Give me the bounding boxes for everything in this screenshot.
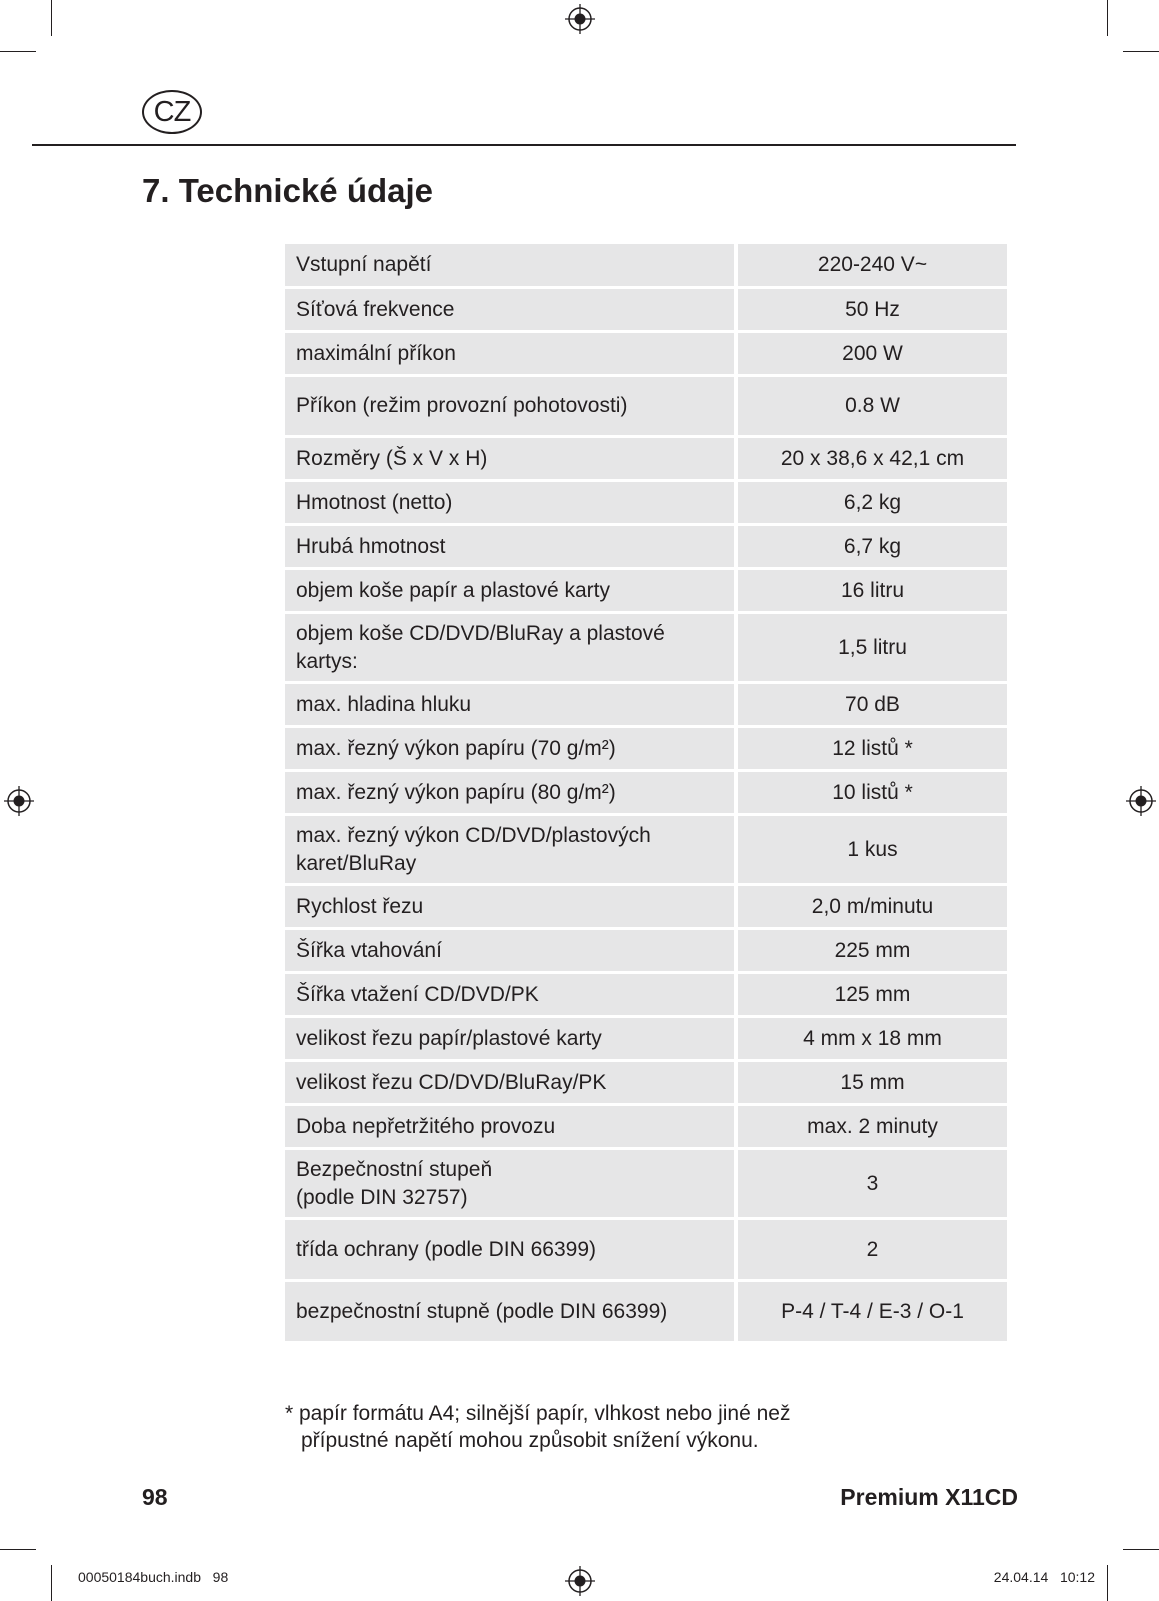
spec-value: 2,0 m/minutu [738, 886, 1007, 927]
table-row [285, 772, 1007, 813]
spec-value: 16 litru [738, 570, 1007, 611]
spec-value: 10 listů * [738, 772, 1007, 813]
table-row [285, 1018, 1007, 1059]
spec-label: objem koše CD/DVD/BluRay a plastové kartys: [285, 614, 734, 681]
spec-value: 50 Hz [738, 289, 1007, 330]
print-slug-file: 00050184buch.indb 98 [78, 1569, 229, 1585]
registration-mark-icon [565, 4, 595, 34]
spec-value: max. 2 minuty [738, 1106, 1007, 1147]
specs-table [281, 241, 1011, 1344]
spec-value: 225 mm [738, 930, 1007, 971]
spec-label: Šířka vtahování [285, 930, 734, 971]
print-slug-date: 24.04.14 10:12 [993, 1569, 1095, 1585]
table-row [285, 728, 1007, 769]
spec-value: 1 kus [738, 816, 1007, 883]
table-row [285, 1220, 1007, 1279]
spec-label: velikost řezu papír/plastové karty [285, 1018, 734, 1059]
spec-label: objem koše papír a plastové karty [285, 570, 734, 611]
spec-label [285, 1150, 734, 1217]
spec-value: 2 [738, 1220, 1007, 1279]
spec-value: 6,7 kg [738, 526, 1007, 567]
spec-label: velikost řezu CD/DVD/BluRay/PK [285, 1062, 734, 1103]
table-row [285, 1062, 1007, 1103]
spec-label: Rozměry (Š x V x H) [285, 438, 734, 479]
registration-mark-icon [1126, 786, 1156, 816]
spec-value: 1,5 litru [738, 614, 1007, 681]
spec-value: 4 mm x 18 mm [738, 1018, 1007, 1059]
table-row [285, 886, 1007, 927]
table-row [285, 614, 1007, 681]
spec-value: 70 dB [738, 684, 1007, 725]
footnote-line2: přípustné napětí mohou způsobit snížení výkonu. [301, 1429, 759, 1452]
spec-label: Rychlost řezu [285, 886, 734, 927]
crop-mark [51, 0, 52, 36]
spec-label: max. řezný výkon papíru (80 g/m²) [285, 772, 734, 813]
table-row [285, 333, 1007, 374]
spec-value: 220-240 V~ [738, 244, 1007, 286]
table-row [285, 974, 1007, 1015]
spec-label: maximální příkon [285, 333, 734, 374]
crop-mark [1123, 1549, 1159, 1550]
registration-mark-icon [565, 1566, 595, 1596]
spec-label: Hrubá hmotnost [285, 526, 734, 567]
spec-label: Šířka vtažení CD/DVD/PK [285, 974, 734, 1015]
language-badge: CZ [142, 90, 202, 134]
table-row [285, 930, 1007, 971]
spec-label: bezpečnostní stupně (podle DIN 66399) [285, 1282, 734, 1341]
table-row [285, 438, 1007, 479]
table-row [285, 1150, 1007, 1217]
spec-label-line2: (podle DIN 32757) [296, 1185, 468, 1209]
table-row [285, 1282, 1007, 1341]
spec-value: 12 listů * [738, 728, 1007, 769]
table-row [285, 289, 1007, 330]
spec-label: třída ochrany (podle DIN 66399) [285, 1220, 734, 1279]
spec-label: Vstupní napětí [285, 244, 734, 286]
registration-mark-icon [4, 786, 34, 816]
spec-value: 15 mm [738, 1062, 1007, 1103]
spec-value: 3 [738, 1150, 1007, 1217]
spec-label-line1: Bezpečnostní stupeň [296, 1157, 493, 1181]
footnote [285, 1400, 885, 1454]
spec-label: max. řezný výkon CD/DVD/plastových karet/BluRay [285, 816, 734, 883]
crop-mark [1107, 1565, 1108, 1601]
table-row [285, 684, 1007, 725]
table-row [285, 244, 1007, 286]
spec-value: 0.8 W [738, 377, 1007, 435]
table-row [285, 816, 1007, 883]
spec-label: Doba nepřetržitého provozu [285, 1106, 734, 1147]
footnote-line1: * papír formátu A4; silnější papír, vlhkost nebo jiné než [285, 1402, 791, 1425]
spec-value: 125 mm [738, 974, 1007, 1015]
spec-value: 20 x 38,6 x 42,1 cm [738, 438, 1007, 479]
spec-label: Hmotnost (netto) [285, 482, 734, 523]
crop-mark [1123, 51, 1159, 52]
product-name: Premium X11CD [840, 1484, 1018, 1510]
crop-mark [51, 1565, 52, 1601]
table-row [285, 1106, 1007, 1147]
header-divider [32, 144, 1016, 146]
page-number: 98 [142, 1484, 168, 1510]
table-row [285, 570, 1007, 611]
spec-label: max. řezný výkon papíru (70 g/m²) [285, 728, 734, 769]
crop-mark [0, 1549, 36, 1550]
table-row [285, 482, 1007, 523]
crop-mark [1107, 0, 1108, 36]
spec-label: Příkon (režim provozní pohotovosti) [285, 377, 734, 435]
section-title: 7. Technické údaje [142, 172, 434, 209]
table-row [285, 377, 1007, 435]
spec-value: P-4 / T-4 / E-3 / O-1 [738, 1282, 1007, 1341]
spec-value: 200 W [738, 333, 1007, 374]
spec-label: max. hladina hluku [285, 684, 734, 725]
spec-label: Síťová frekvence [285, 289, 734, 330]
crop-mark [0, 51, 36, 52]
spec-value: 6,2 kg [738, 482, 1007, 523]
table-row [285, 526, 1007, 567]
